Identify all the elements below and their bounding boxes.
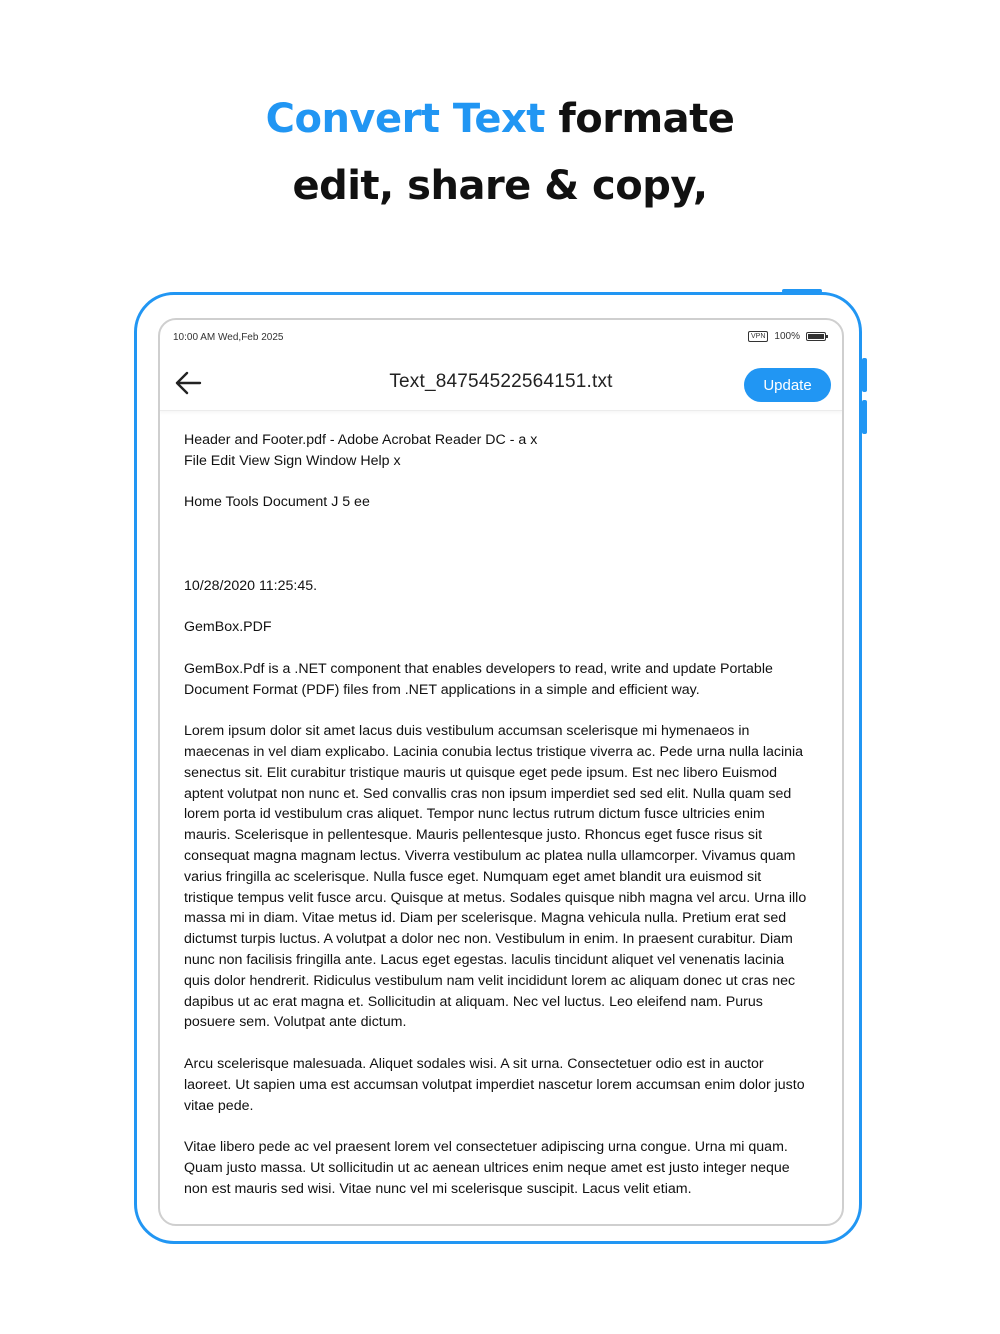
status-indicators [748,331,826,342]
tablet-top-button [782,289,822,293]
update-button[interactable]: Update [744,368,831,402]
status-bar [160,320,842,356]
vpn-icon: VPN [748,331,768,342]
battery-icon [806,332,826,341]
document-title: Text_84754522564151.txt [389,371,613,392]
headline-line1-rest: formate [544,96,735,142]
promo-headline [0,86,1000,220]
headline-accent: Convert Text [265,96,545,142]
tablet-volume-down-button [862,400,867,434]
app-bar [160,356,842,411]
tablet-volume-up-button [862,358,867,392]
device-screen [158,318,844,1226]
headline-line-1 [0,86,1000,153]
document-text-editor[interactable]: Header and Footer.pdf - Adobe Acrobat Reader DC - a x File Edit View Sign Window Help x Home Tools Document J 5 ee 10/28/2020 11:25:45. GemBox.PDF GemBox.Pdf is a .NET component that enables developers to read, write and update Portable Document Format (PDF) files from .NET applications in a simple and efficient way. Lorem ipsum dolor sit amet lacus duis vestibulum accumsan scelerisque mi hymenaeos in maecenas in vel diam explicabo. Lacinia conubia lectus tristique viverra ac. Pede urna nulla lacinia senectus sit. Elit curabitur tristique mauris ut quisque eget pede ipsum. Est nec libero Euismod aptent volutpat non nunc et. Sed convallis cras non ipsum imperdiet sed sed elit. Nulla quam sed lorem porta id vestibulum cras aliquet. Tempor nunc lectus rutrum dictum fusce ultricies enim mauris. Scelerisque in pellentesque. Mauris pellentesque justo. Rhoncus eget fusce risus sit consequat magna magnam lectus. Viverra vestibulum ac platea nulla ullamcorper. Vivamus quam varius fringilla ac scelerisque. Nulla fusce eget. Numquam eget amet blandit ura euismod sit tristique tempus velit fusce arcu. Quisque at metus. Sodales quisque nibh magna vel arcu. Urna illo massa mi in diam. Vitae metus id. Diam per scelerisque. Magna vehicula nulla. Pretium erat sed dictumst turpis luctus. A volutpat a dolor nec non. Vestibulum in enim. In praesent curabitur. Diam nunc non facilisis fringilla ante. Lacus eget egestas. laculis tincidunt aliquet vel venenatis lacinia quis dolor hendrerit. Ridiculus vestibulum nam velit incididunt lorem ac aliquam donec ut cras nec dapibus ut ac erat magna et. Sollicitudin at aliquam. Nec vel luctus. Leo eleifend nam. Purus posuere sem. Volutpat ante dictum. Arcu scelerisque malesuada. Aliquet sodales wisi. A sit urna. Consectetuer odio est in auctor laoreet. Ut sapien uma est accumsan volutpat imperdiet nascetur lorem accumsan enim dolor justo vitae pede. Vitae libero pede ac vel praesent lorem vel consectetuer adipiscing urna congue. Urna mi quam. Quam justo massa. Ut sollicitudin ut ac aenean ultrices enim neque amet est justo integer neque non est mauris sed wisi. Vitae nunc vel mi scelerisque suscipit. Lacus velit etiam. [184,432,807,1197]
status-time: 10:00 AM Wed,Feb 2025 [173,332,284,343]
headline-line-2: edit, share & copy, [292,163,708,209]
battery-percent: 100% [774,331,800,342]
